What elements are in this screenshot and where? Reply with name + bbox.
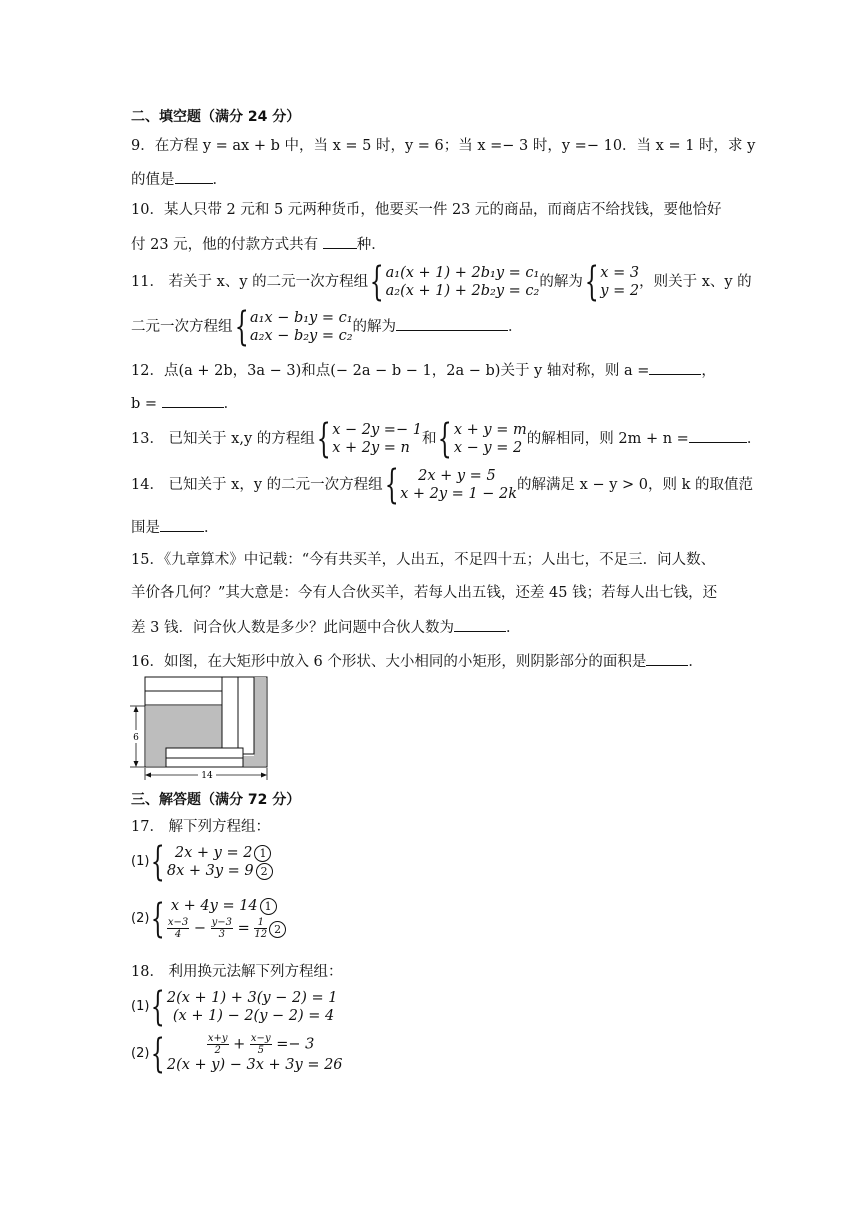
equation: y = 2 xyxy=(600,283,640,299)
question-18-part-1 xyxy=(131,984,338,1030)
height-label: 6 xyxy=(133,733,139,743)
question-9-end: ． xyxy=(212,172,227,188)
answer-blank xyxy=(175,169,213,184)
equation: 8x + 3y = 9 xyxy=(166,863,254,879)
equation-system xyxy=(386,264,540,300)
question-13-line xyxy=(131,416,762,462)
question-17-part-2 xyxy=(131,897,286,940)
equation: a₂(x + 1) + 2b₂y = c₂ xyxy=(385,283,540,299)
question-9-line-2 xyxy=(131,169,227,189)
answer-blank xyxy=(454,617,506,632)
brace-icon: { xyxy=(316,416,331,462)
equation: a₂x − b₂y = c₂ xyxy=(249,328,353,344)
brace-icon: { xyxy=(234,304,249,350)
question-15-text: 差 3 钱．问合伙人数是多少？此问题中合伙人数为 xyxy=(131,620,454,636)
operator: = xyxy=(233,920,255,937)
equation-system xyxy=(400,467,517,503)
section-heading-fill-in: 二、填空题（满分 24 分） xyxy=(131,109,301,125)
question-12-text: 12．点(a + 2b，3a − 3)和点(− 2a − b − 1，2a − b)关于 y 轴对称，则 a = xyxy=(131,363,650,379)
rectangle-figure xyxy=(125,672,273,782)
brace-icon: { xyxy=(151,1030,166,1077)
question-14-text: 的解满足 x − y > 0，则 k 的取值范 xyxy=(517,477,753,493)
question-10-line-1: 10．某人只带 2 元和 5 元两种货币，他要买一件 23 元的商品，而商店不给找钱，要他恰好 xyxy=(131,202,722,218)
question-13-text: 13． 已知关于 x,y 的方程组 xyxy=(131,431,315,447)
question-16-end: ． xyxy=(688,654,703,670)
question-11-line-1 xyxy=(131,259,752,305)
question-13-end: ． xyxy=(746,431,762,447)
fraction: $\frac{x-3}{4}$ xyxy=(167,917,189,940)
equation-system xyxy=(332,421,422,457)
question-14-text: 围是 xyxy=(131,520,160,536)
equation: a₁x − b₁y = c₁ xyxy=(249,310,353,326)
question-16-text: 16．如图，在大矩形中放入 6 个形状、大小相同的小矩形，则阴影部分的面积是 xyxy=(131,654,647,670)
question-9-line-1: 9．在方程 y = ax + b 中，当 x = 5 时，y = 6；当 x =− 3 时，y =− 10．当 x = 1 时，求 y xyxy=(131,138,756,154)
equation: x + 2y = n xyxy=(332,440,410,456)
small-rectangle xyxy=(166,748,243,758)
question-14-text: 14． 已知关于 x，y 的二元一次方程组 xyxy=(131,477,383,493)
operator: + xyxy=(228,1036,250,1053)
question-12-line-2 xyxy=(131,393,238,413)
question-9-text: 的值是 xyxy=(131,172,175,188)
circled-number-icon: 1 xyxy=(260,898,277,915)
brace-icon: { xyxy=(384,462,399,508)
question-12-text: b = xyxy=(131,396,162,412)
small-rectangle xyxy=(238,677,254,754)
equation-rhs: =− 3 xyxy=(271,1036,315,1053)
equation-system xyxy=(454,421,527,457)
equation: 2(x + 1) + 3(y − 2) = 1 xyxy=(166,990,338,1006)
part-label: (2) xyxy=(131,910,150,926)
small-rectangle xyxy=(222,677,238,754)
question-14-end: ． xyxy=(204,520,219,536)
small-rectangle xyxy=(145,677,222,691)
equation: 2x + y = 2 xyxy=(174,845,253,861)
question-10-text: 付 23 元，他的付款方式共有 xyxy=(131,237,323,253)
section-heading-solve: 三、解答题（满分 72 分） xyxy=(131,792,301,808)
question-18-part-2 xyxy=(131,1030,343,1077)
equation: x + 4y = 14 xyxy=(170,898,258,914)
brace-icon: { xyxy=(584,259,599,305)
question-13-text: 的解相同，则 2m + n = xyxy=(526,431,689,447)
question-12-line-1 xyxy=(131,360,716,380)
equation: x + y = m xyxy=(453,422,527,438)
equation: x = 3 xyxy=(600,265,640,281)
question-15-end: ． xyxy=(505,620,521,636)
brace-icon: { xyxy=(438,416,453,462)
answer-blank xyxy=(689,428,747,443)
brace-icon: { xyxy=(151,984,166,1030)
answer-blank xyxy=(649,360,701,375)
equation-system xyxy=(167,989,338,1025)
answer-blank xyxy=(160,517,204,532)
small-rectangle xyxy=(145,691,222,705)
equation: 2x + y = 5 xyxy=(418,468,496,484)
question-16-line-1 xyxy=(131,651,703,671)
brace-icon: { xyxy=(151,839,166,885)
operator: − xyxy=(189,920,211,937)
width-label: 14 xyxy=(201,771,213,781)
question-13-text: 和 xyxy=(421,431,437,447)
question-17-prompt: 17． 解下列方程组： xyxy=(131,819,271,835)
equation-system xyxy=(167,844,273,880)
question-11-text: 的解为 xyxy=(352,319,397,335)
fraction: $\frac{y-3}{3}$ xyxy=(211,917,233,940)
question-18-prompt: 18． 利用换元法解下列方程组： xyxy=(131,964,343,980)
question-17-part-1 xyxy=(131,839,273,885)
question-15-line-3 xyxy=(131,617,520,637)
question-11-end: ． xyxy=(508,319,523,335)
answer-blank xyxy=(396,316,508,331)
question-11-text: ，则关于 x、y 的 xyxy=(639,274,752,290)
question-12-end: ． xyxy=(223,396,239,412)
question-11-text: 二元一次方程组 xyxy=(131,319,233,335)
answer-blank xyxy=(646,651,688,666)
part-label: (2) xyxy=(131,1045,150,1061)
equation: x − 2y =− 1 xyxy=(332,422,422,438)
equation-system xyxy=(167,897,286,940)
equation: (x + 1) − 2(y − 2) = 4 xyxy=(172,1008,335,1024)
part-label: (1) xyxy=(131,999,150,1014)
equation: x + 2y = 1 − 2k xyxy=(400,486,518,502)
equation: x − y = 2 xyxy=(453,440,523,456)
answer-blank xyxy=(162,393,224,408)
question-11-text: 11． 若关于 x、y 的二元一次方程组 xyxy=(131,274,369,290)
brace-icon: { xyxy=(369,259,384,305)
answer-blank xyxy=(323,234,357,249)
equation: a₁(x + 1) + 2b₁y = c₁ xyxy=(385,265,540,281)
equation-system xyxy=(167,1033,343,1074)
circled-number-icon: 2 xyxy=(256,863,273,880)
question-10-line-2 xyxy=(131,234,386,254)
brace-icon: { xyxy=(151,895,166,942)
question-14-line-2 xyxy=(131,517,219,537)
question-11-line-2 xyxy=(131,304,523,350)
question-15-line-1: 15．《九章算术》中记载：“今有共买羊，人出五，不足四十五；人出七，不足三．问人数、 xyxy=(131,552,716,568)
fraction: $\frac{x+y}{2}$ xyxy=(207,1033,228,1056)
question-10-end: 种． xyxy=(356,237,386,253)
fraction: $\frac{1}{12}$ xyxy=(254,917,268,940)
circled-number-icon: 2 xyxy=(269,921,286,938)
small-rectangle xyxy=(166,758,243,767)
question-15-line-2: 羊价各几何？”其大意是：今有人合伙买羊，若每人出五钱，还差 45 钱；若每人出七钱，还 xyxy=(131,585,718,601)
question-11-text: 的解为 xyxy=(539,274,583,290)
fraction: $\frac{x-y}{5}$ xyxy=(250,1033,271,1056)
equation-system xyxy=(250,309,353,345)
question-12-text: ， xyxy=(701,363,716,379)
circled-number-icon: 1 xyxy=(254,845,271,862)
question-14-line-1 xyxy=(131,462,753,508)
part-label: (1) xyxy=(131,854,150,869)
equation: 2(x + y) − 3x + 3y = 26 xyxy=(166,1057,343,1073)
solution-system xyxy=(600,264,639,300)
